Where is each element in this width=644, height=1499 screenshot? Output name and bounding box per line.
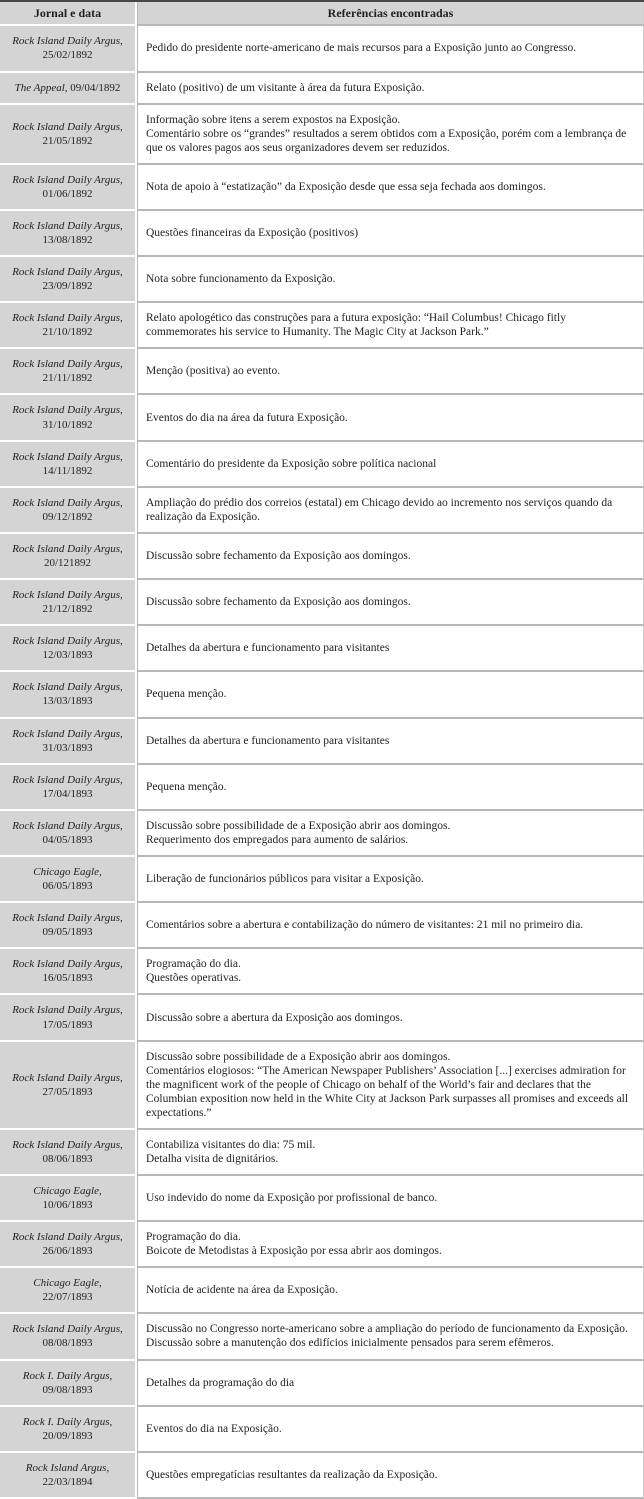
- journal-name: Rock Island Daily Argus,: [12, 358, 123, 371]
- table-row: [0, 995, 644, 1041]
- journal-date-cell: [0, 1130, 137, 1176]
- journal-date-cell: [0, 73, 137, 105]
- reference-text: Eventos do dia na área da futura Exposição.: [146, 411, 348, 424]
- reference-text: Relato (positivo) de um visitante à área da futura Exposição.: [146, 81, 425, 94]
- entry-date: 22/07/1893: [42, 1291, 93, 1304]
- table-row: [0, 26, 644, 72]
- reference-text: Pequena menção.: [146, 688, 227, 701]
- journal-date-cell: [0, 1453, 137, 1499]
- entry-date: 17/04/1893: [42, 787, 93, 800]
- reference-text: Detalha visita de dignitários.: [146, 1152, 279, 1165]
- entry-date: 01/06/1892: [42, 187, 93, 200]
- reference-text: Detalhes da programação do dia: [146, 1376, 295, 1389]
- table-row: [0, 1130, 644, 1176]
- table-row: [0, 1361, 644, 1407]
- reference-text: Comentário do presidente da Exposição sobre política nacional: [146, 457, 437, 470]
- journal-name: Rock Island Daily Argus,: [12, 219, 123, 232]
- reference-text: Discussão sobre fechamento da Exposição aos domingos.: [146, 549, 411, 562]
- journal-date-cell: [0, 534, 137, 580]
- journal-date-cell: [0, 580, 137, 626]
- table-row: [0, 488, 644, 534]
- table-row: [0, 211, 644, 257]
- entry-date: 17/05/1893: [42, 1018, 93, 1031]
- journal-date-cell: [0, 672, 137, 718]
- journal-date-cell: [0, 1222, 137, 1268]
- references-cell: [137, 672, 644, 718]
- references-cell: [137, 1453, 644, 1499]
- entry-date: 08/08/1893: [42, 1337, 93, 1350]
- entry-date: 14/11/1892: [42, 464, 93, 477]
- entry-date: 21/10/1892: [42, 326, 93, 339]
- reference-text: Requerimento dos empregados para aumento de salários.: [146, 833, 409, 846]
- entry-date: 21/11/1892: [42, 372, 93, 385]
- reference-text: Boicote de Metodistas à Exposição por essa abrir aos domingos.: [146, 1245, 442, 1258]
- table-row: [0, 73, 644, 105]
- table-row: [0, 165, 644, 211]
- reference-text: Detalhes da abertura e funcionamento para visitantes: [146, 642, 390, 655]
- table-row: [0, 1176, 644, 1222]
- journal-date-cell: [0, 719, 137, 765]
- journal-name: Rock Island Daily Argus,: [12, 958, 123, 971]
- entry-date: 06/05/1893: [42, 880, 93, 893]
- references-cell: [137, 165, 644, 211]
- entry-date: 09/05/1893: [42, 926, 93, 939]
- table-row: [0, 105, 644, 165]
- references-cell: [137, 1222, 644, 1268]
- table-row: [0, 672, 644, 718]
- references-cell: [137, 211, 644, 257]
- entry-date: 22/03/1894: [42, 1475, 93, 1488]
- references-cell: [137, 765, 644, 811]
- table-row: [0, 765, 644, 811]
- journal-date-cell: [0, 903, 137, 949]
- entry-date: 09/04/1892: [70, 81, 121, 94]
- entry-date: 09/08/1893: [42, 1383, 93, 1396]
- journal-name: Rock Island Daily Argus,: [12, 450, 123, 463]
- journal-name: Rock Island Daily Argus,: [12, 542, 123, 555]
- reference-text: Discussão sobre a abertura da Exposição aos domingos.: [146, 1011, 403, 1024]
- journal-date-cell: [0, 442, 137, 488]
- reference-text: Comentários elogiosos: “The American Newspaper Publishers’ Association [...] exercises admiration for the magnificent work of the people of Chicago on behalf of the World’s fair and declares that the Columbian exposition now held in the White City at Jackson Park surpasses all promises and exceeds all expectations.”: [146, 1064, 629, 1119]
- reference-text: Discussão sobre possibilidade de a Exposição abrir aos domingos.: [146, 819, 451, 832]
- entry-date: 04/05/1893: [42, 833, 93, 846]
- references-cell: [137, 303, 644, 349]
- journal-name: Rock Island Daily Argus,: [12, 912, 123, 925]
- journal-name: Rock Island Daily Argus,: [12, 404, 123, 417]
- journal-date-cell: [0, 1176, 137, 1222]
- table-row: [0, 1407, 644, 1453]
- references-cell: [137, 903, 644, 949]
- entry-date: 23/09/1892: [42, 280, 93, 293]
- journal-name: Rock Island Daily Argus,: [12, 35, 123, 48]
- journal-date-cell: [0, 1361, 137, 1407]
- table-row: [0, 1268, 644, 1314]
- journal-name: Rock I. Daily Argus,: [22, 1415, 113, 1428]
- reference-text: Nota sobre funcionamento da Exposição.: [146, 273, 336, 286]
- references-cell: [137, 580, 644, 626]
- reference-text: Notícia de acidente na área da Exposição.: [146, 1284, 338, 1297]
- entry-date: 21/05/1892: [42, 134, 93, 147]
- journal-date-cell: [0, 1042, 137, 1130]
- journal-date-cell: [0, 257, 137, 303]
- column-header-references: Referências encontradas: [137, 2, 644, 26]
- table-body: [0, 26, 644, 1499]
- journal-date-cell: [0, 1314, 137, 1360]
- entry-date: 20/09/1893: [42, 1429, 93, 1442]
- references-cell: [137, 811, 644, 857]
- reference-text: Menção (positiva) ao evento.: [146, 365, 281, 378]
- journal-date-cell: [0, 349, 137, 395]
- entry-date: 25/02/1892: [42, 49, 93, 62]
- reference-text: Contabiliza visitantes do dia: 75 mil.: [146, 1138, 316, 1151]
- header-row: [0, 2, 644, 26]
- reference-text: Pequena menção.: [146, 780, 227, 793]
- reference-text: Eventos do dia na Exposição.: [146, 1422, 282, 1435]
- journal-name: Rock Island Daily Argus,: [12, 1071, 123, 1084]
- journal-name: Rock Island Daily Argus,: [12, 681, 123, 694]
- references-cell: [137, 1042, 644, 1130]
- entry-date: 27/05/1893: [42, 1085, 93, 1098]
- reference-text: Pedido do presidente norte-americano de mais recursos para a Exposição junto ao Congresso.: [146, 42, 577, 55]
- references-cell: [137, 442, 644, 488]
- entry-date: 13/03/1893: [42, 695, 93, 708]
- journal-date-cell: [0, 626, 137, 672]
- references-cell: [137, 1314, 644, 1360]
- journal-name: Rock Island Daily Argus,: [12, 1004, 123, 1017]
- journal-date-cell: [0, 105, 137, 165]
- table-row: [0, 303, 644, 349]
- journal-date-cell: [0, 1407, 137, 1453]
- journal-date-cell: [0, 26, 137, 72]
- table-row: [0, 719, 644, 765]
- references-cell: [137, 26, 644, 72]
- reference-text: Programação do dia.: [146, 1231, 241, 1244]
- table-row: [0, 580, 644, 626]
- table-row: [0, 349, 644, 395]
- journal-date-cell: [0, 1268, 137, 1314]
- journal-name: Rock Island Daily Argus,: [12, 120, 123, 133]
- reference-text: Uso indevido do nome da Exposição por profissional de banco.: [146, 1191, 438, 1204]
- references-cell: [137, 488, 644, 534]
- journal-date-cell: [0, 949, 137, 995]
- table-row: [0, 1453, 644, 1499]
- reference-text: Programação do dia.: [146, 958, 241, 971]
- journal-date-cell: [0, 488, 137, 534]
- references-cell: [137, 995, 644, 1041]
- journal-name: Rock I. Daily Argus,: [22, 1369, 113, 1382]
- entry-date: 21/12/1892: [42, 603, 93, 616]
- entry-date: 20/121892: [43, 557, 92, 569]
- table-row: [0, 1222, 644, 1268]
- table-row: [0, 395, 644, 441]
- table-row: [0, 534, 644, 580]
- entry-date: 08/06/1893: [42, 1152, 93, 1165]
- entry-date: 09/12/1892: [42, 510, 93, 523]
- journal-name: The Appeal,: [14, 81, 68, 94]
- journal-name: Rock Island Daily Argus,: [12, 312, 123, 325]
- references-cell: [137, 719, 644, 765]
- journal-name: Rock Island Argus,: [25, 1461, 110, 1474]
- reference-text: Liberação de funcionários públicos para visitar a Exposição.: [146, 873, 424, 886]
- references-cell: [137, 1268, 644, 1314]
- references-cell: [137, 73, 644, 105]
- references-cell: [137, 949, 644, 995]
- journal-name: Chicago Eagle,: [33, 866, 102, 879]
- journal-name: Rock Island Daily Argus,: [12, 496, 123, 509]
- journal-date-cell: [0, 211, 137, 257]
- journal-date-cell: [0, 303, 137, 349]
- journal-date-cell: [0, 995, 137, 1041]
- table-row: [0, 949, 644, 995]
- journal-name: Rock Island Daily Argus,: [12, 265, 123, 278]
- journal-date-cell: [0, 811, 137, 857]
- references-cell: [137, 105, 644, 165]
- journal-date-cell: [0, 765, 137, 811]
- references-cell: [137, 1407, 644, 1453]
- entry-date: 12/03/1893: [42, 649, 93, 662]
- references-cell: [137, 349, 644, 395]
- reference-text: Discussão sobre possibilidade de a Exposição abrir aos domingos.: [146, 1050, 451, 1063]
- references-cell: [137, 1176, 644, 1222]
- references-cell: [137, 1361, 644, 1407]
- table-row: [0, 1314, 644, 1360]
- reference-text: Ampliação do prédio dos correios (estatal) em Chicago devido ao incremento nos serviços quando da realização da Exposição.: [146, 496, 613, 523]
- table-row: [0, 857, 644, 903]
- entry-date: 16/05/1893: [42, 972, 93, 985]
- reference-text: Comentário sobre os “grandes” resultados a serem obtidos com a Exposição, porém com a lembrança de que os valores pagos aos seus organizadores devem ser reduzidos.: [146, 127, 627, 154]
- table-row: [0, 257, 644, 303]
- journal-name: Rock Island Daily Argus,: [12, 773, 123, 786]
- reference-text: Questões financeiras da Exposição (positivos): [146, 226, 359, 239]
- references-cell: [137, 857, 644, 903]
- reference-text: Informação sobre itens a serem expostos na Exposição.: [146, 113, 401, 126]
- reference-text: Questões empregatícias resultantes da realização da Exposição.: [146, 1468, 438, 1481]
- entry-date: 10/06/1893: [42, 1198, 93, 1211]
- reference-text: Discussão sobre fechamento da Exposição aos domingos.: [146, 596, 411, 609]
- references-cell: [137, 1130, 644, 1176]
- journal-name: Rock Island Daily Argus,: [12, 1231, 123, 1244]
- journal-name: Rock Island Daily Argus,: [12, 173, 123, 186]
- entry-date: 31/03/1893: [42, 741, 93, 754]
- journal-name: Rock Island Daily Argus,: [12, 635, 123, 648]
- entry-date: 31/10/1892: [42, 418, 93, 431]
- journal-name: Rock Island Daily Argus,: [12, 727, 123, 740]
- reference-text: Comentários sobre a abertura e contabilização do número de visitantes: 21 mil no primeiro dia.: [146, 919, 584, 932]
- table-row: [0, 1042, 644, 1130]
- column-header-journal-date: Jornal e data: [0, 2, 137, 26]
- references-cell: [137, 257, 644, 303]
- reference-text: Questões operativas.: [146, 972, 242, 985]
- journal-name: Rock Island Daily Argus,: [12, 589, 123, 602]
- reference-text: Detalhes da abertura e funcionamento para visitantes: [146, 734, 390, 747]
- journal-name: Rock Island Daily Argus,: [12, 1138, 123, 1151]
- journal-name: Chicago Eagle,: [33, 1184, 102, 1197]
- journal-name: Chicago Eagle,: [33, 1277, 102, 1290]
- journal-name: Rock Island Daily Argus,: [12, 819, 123, 832]
- reference-text: Discussão no Congresso norte-americano sobre a ampliação do período de funcionamento da Exposição.: [146, 1323, 628, 1336]
- entry-date: 26/06/1893: [42, 1245, 93, 1258]
- table-row: [0, 811, 644, 857]
- journal-name: Rock Island Daily Argus,: [12, 1323, 123, 1336]
- entry-date: 13/08/1892: [42, 233, 93, 246]
- reference-text: Discussão sobre a manutenção dos edifícios inicialmente pensados para serem efêmeros.: [146, 1337, 554, 1350]
- table-row: [0, 442, 644, 488]
- table-row: [0, 903, 644, 949]
- journal-date-cell: [0, 165, 137, 211]
- references-cell: [137, 534, 644, 580]
- table-row: [0, 626, 644, 672]
- references-cell: [137, 626, 644, 672]
- references-cell: [137, 395, 644, 441]
- journal-date-cell: [0, 395, 137, 441]
- journal-date-cell: [0, 857, 137, 903]
- reference-text: Nota de apoio à “estatização” da Exposição desde que essa seja fechada aos domingos.: [146, 180, 546, 193]
- reference-text: Relato apologético das construções para a futura exposição: “Hail Columbus! Chicago fitly commemorates his service to Humanity. The Magic City at Jackson Park.”: [146, 312, 566, 339]
